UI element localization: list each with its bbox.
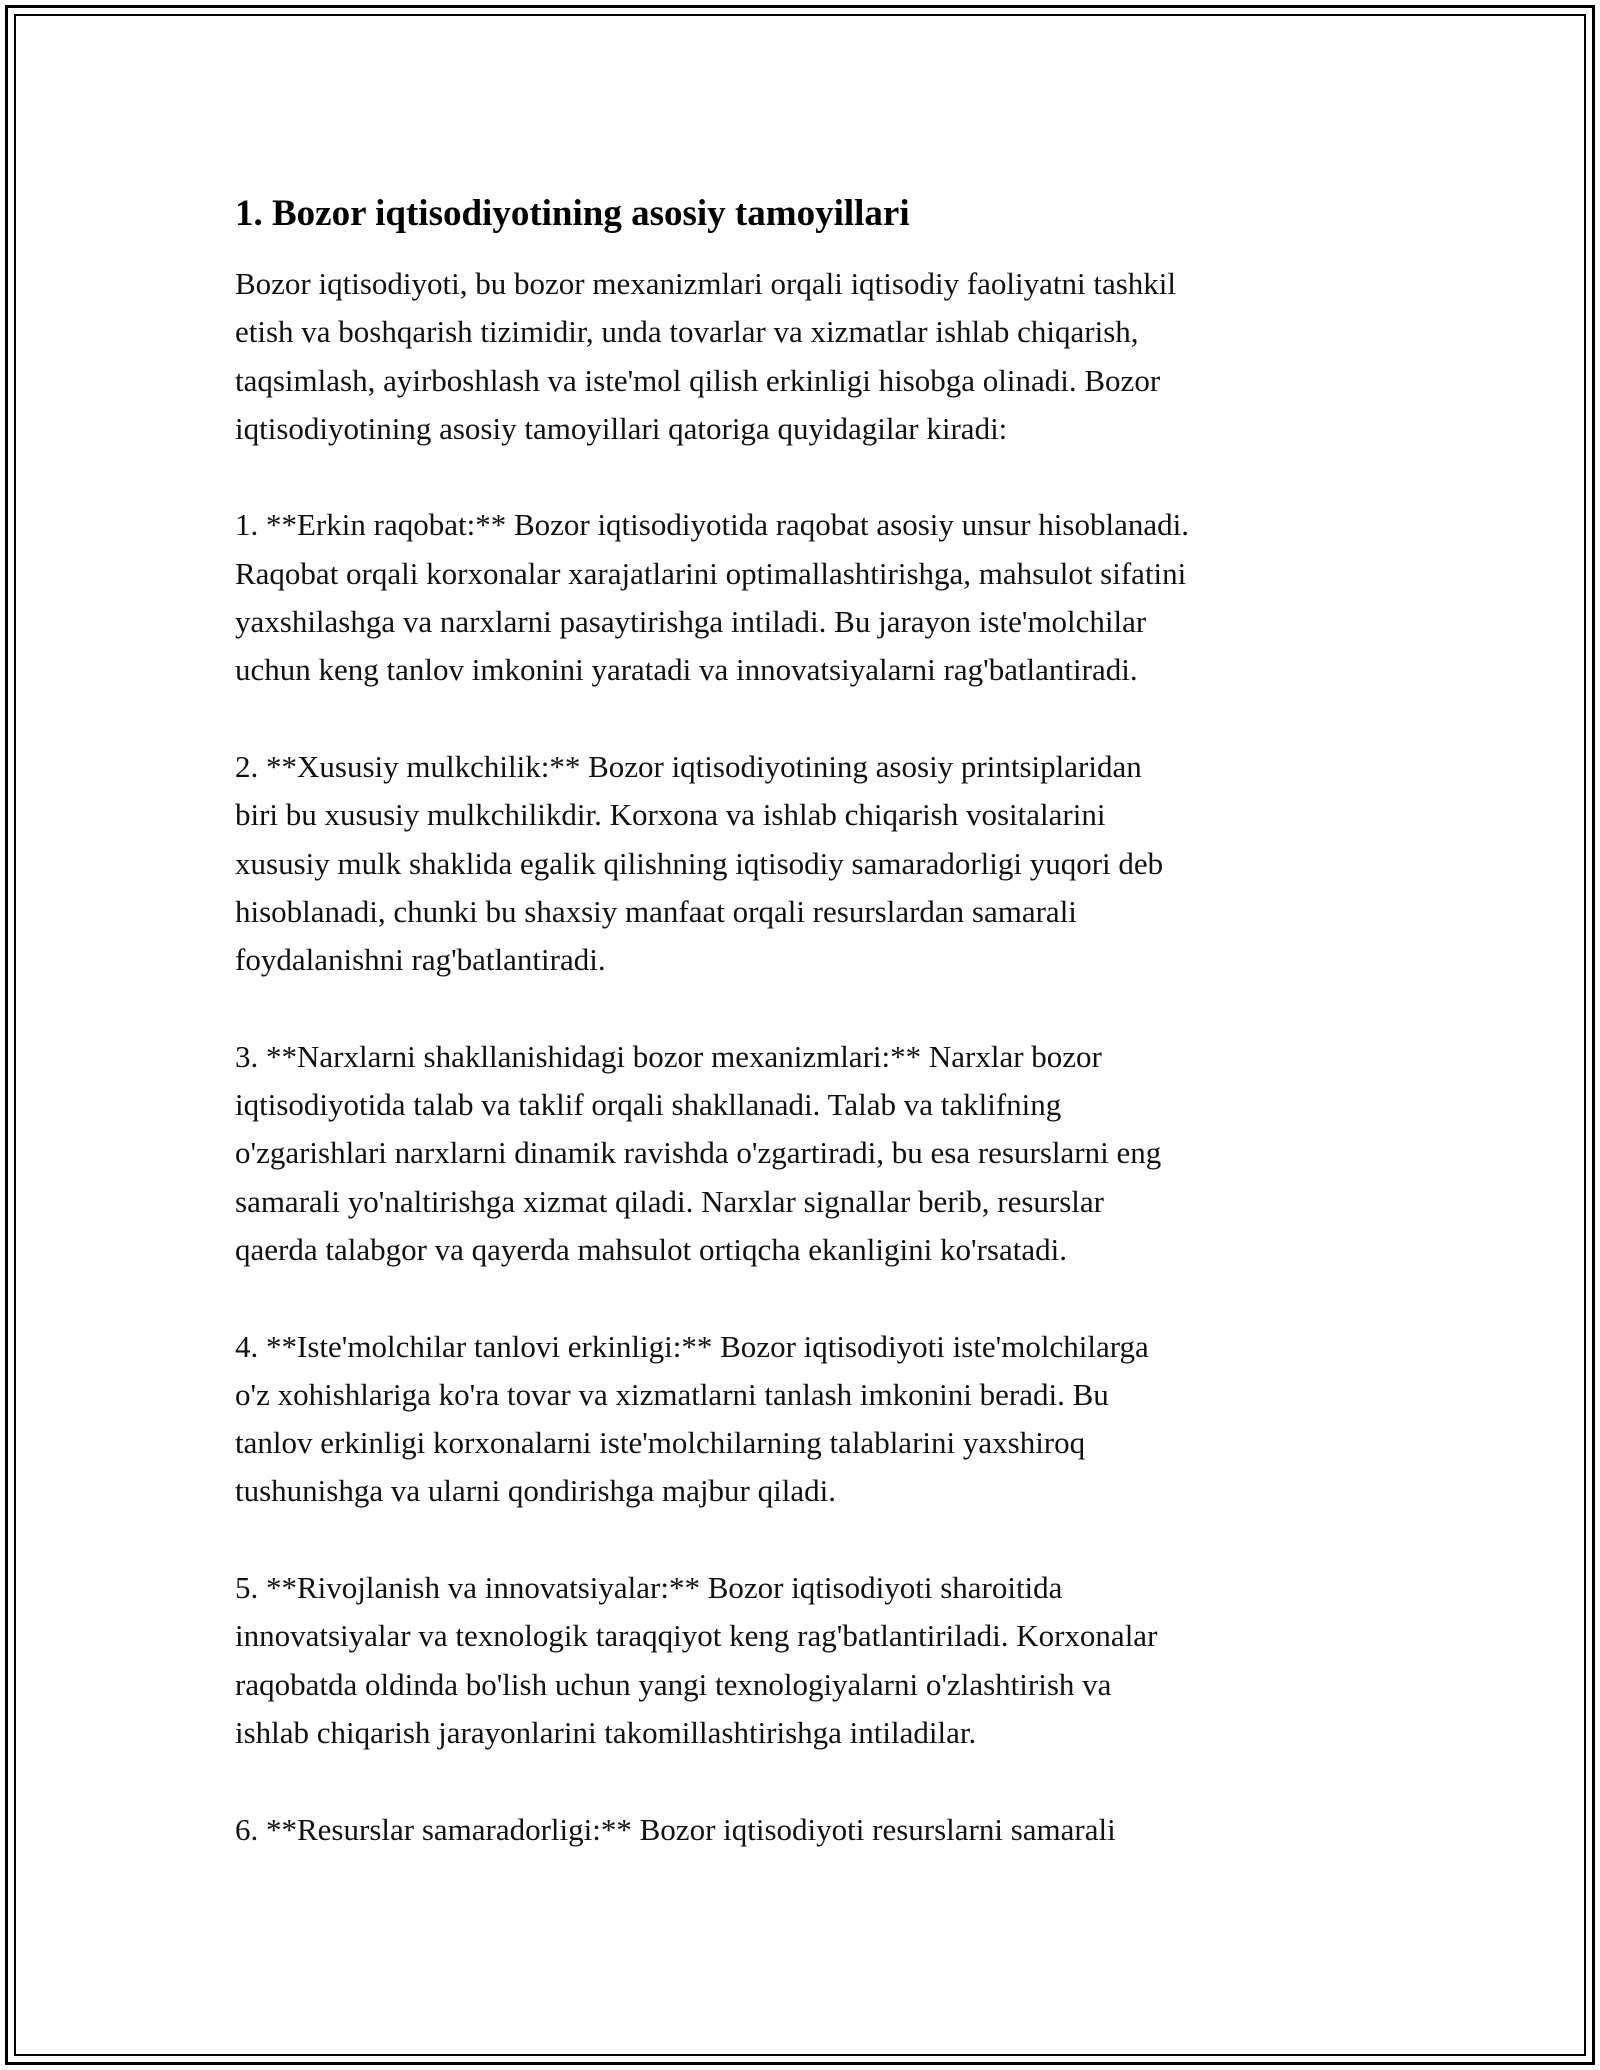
principle-6-paragraph: 6. **Resurslar samaradorligi:** Bozor iqtisodiyoti resurslarni samarali <box>235 1811 1116 1847</box>
principle-1-paragraph: 1. **Erkin raqobat:** Bozor iqtisodiyotida raqobat asosiy unsur hisoblanadi. Raqobat orqali korxonalar xarajatlarini optimallashtirishga, mahsulot sifatini yaxshilashga va narxlarni pasaytirishga intiladi. Bu jarayon iste'molchilar uchun keng tanlov imkonini yaratadi va innovatsiyalarni rag'batlantiradi. <box>235 507 1189 688</box>
principle-5-paragraph: 5. **Rivojlanish va innovatsiyalar:** Bozor iqtisodiyoti sharoitida innovatsiyalar va texnologik taraqqiyot keng rag'batlantiriladi. Korxonalar raqobatda oldinda bo'lish uchun yangi texnologiyalarni o'zlashtirish va ishlab chiqarish jarayonlarini takomillashtirishga intiladilar. <box>235 1570 1158 1750</box>
section-heading: 1. Bozor iqtisodiyotining asosiy tamoyillari <box>235 193 910 234</box>
principle-4-paragraph: 4. **Iste'molchilar tanlovi erkinligi:** Bozor iqtisodiyoti iste'molchilarga o'z xohishlariga ko'ra tovar va xizmatlarni tanlash imkonini beradi. Bu tanlov erkinligi korxonalarni iste'molchilarning talablarini yaxshiroq tushunishga va ularni qondirishga majbur qiladi. <box>235 1328 1149 1509</box>
document-body <box>235 190 1395 1902</box>
principle-3-paragraph: 3. **Narxlarni shakllanishidagi bozor mexanizmlari:** Narxlar bozor iqtisodiyotida talab va taklif orqali shakllanadi. Talab va taklifning o'zgarishlari narxlarni dinamik ravishda o'zgartiradi, bu esa resurslarni eng samarali yo'naltirishga xizmat qiladi. Narxlar signallar berib, resurslar qaerda talabgor va qayerda mahsulot ortiqcha ekanligini ko'rsatadi. <box>235 1038 1162 1267</box>
intro-paragraph: Bozor iqtisodiyoti, bu bozor mexanizmlari orqali iqtisodiy faoliyatni tashkil etish va boshqarish tizimidir, unda tovarlar va xizmatlar ishlab chiqarish, taqsimlash, ayirboshlash va iste'mol qilish erkinligi hisobga olinadi. Bozor iqtisodiyotining asosiy tamoyillari qatoriga quyidagilar kiradi: <box>235 266 1177 446</box>
principle-2-paragraph: 2. **Xususiy mulkchilik:** Bozor iqtisodiyotining asosiy printsiplaridan biri bu xususiy mulkchilikdir. Korxona va ishlab chiqarish vositalarini xususiy mulk shaklida egalik qilishning iqtisodiy samaradorligi yuqori deb hisoblanadi, chunki bu shaxsiy manfaat orqali resurslardan samarali foydalanishni rag'batlantiradi. <box>235 748 1164 978</box>
